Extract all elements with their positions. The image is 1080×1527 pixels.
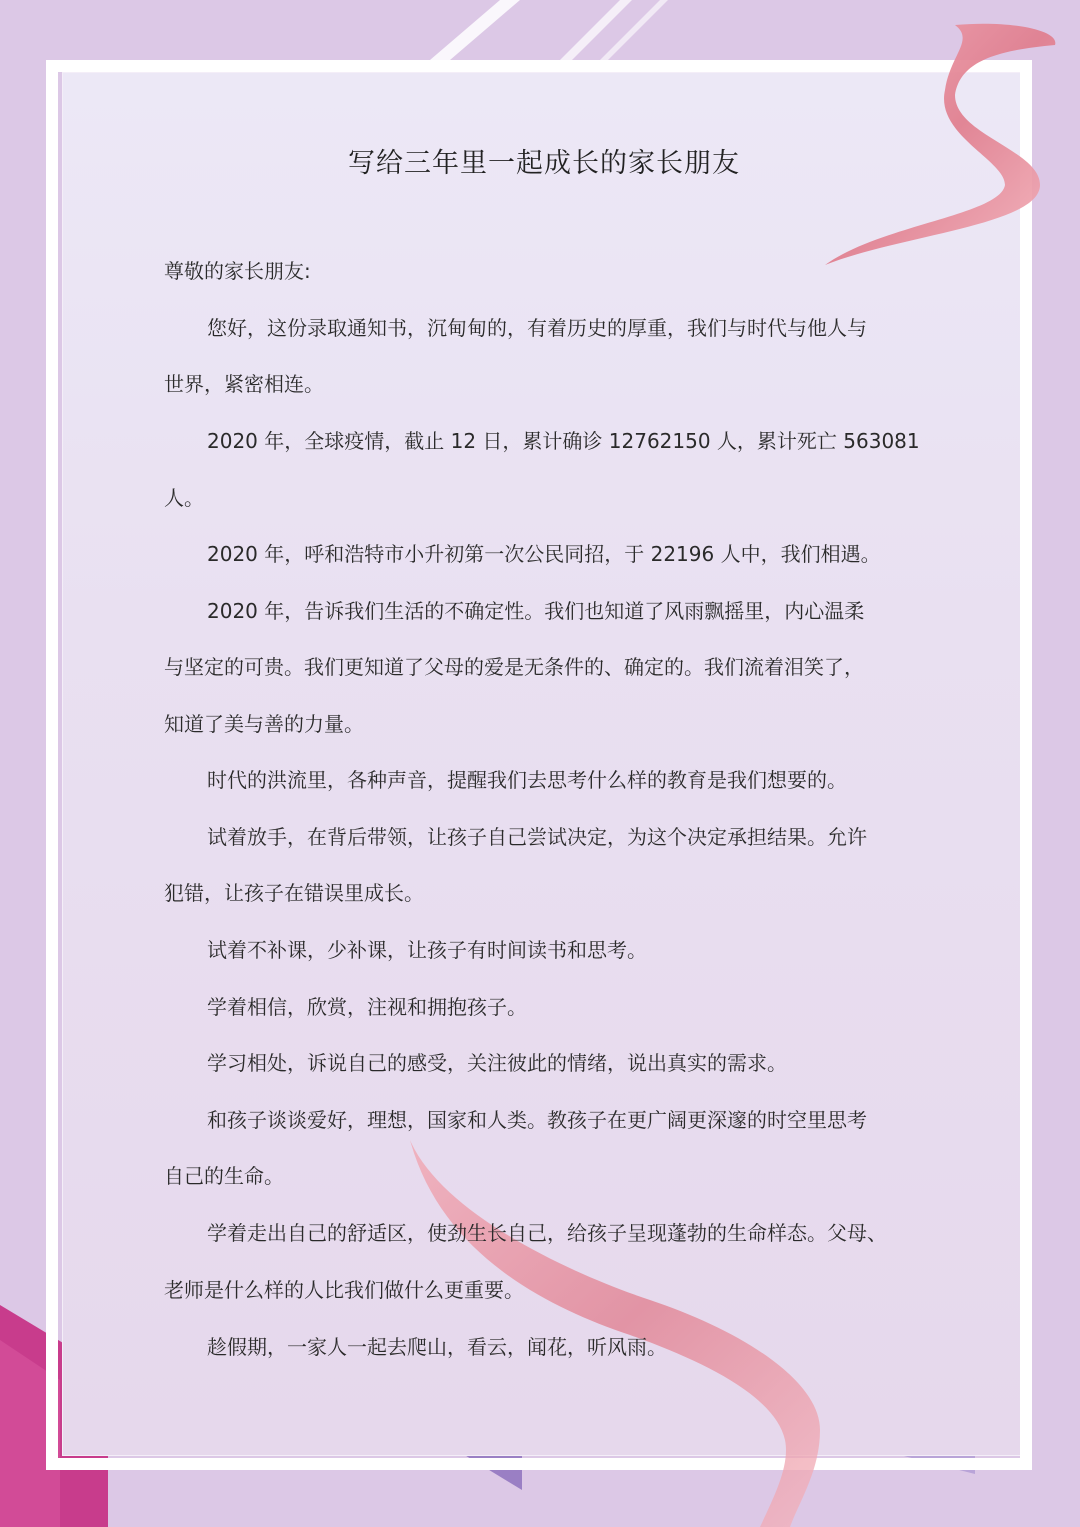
paragraph-line: 老师是什么样的人比我们做什么更重要。 bbox=[164, 1278, 524, 1302]
paragraph-line: 时代的洪流里，各种声音，提醒我们去思考什么样的教育是我们想要的。 bbox=[207, 768, 847, 792]
paragraph-line: 2020 年，呼和浩特市小升初第一次公民同招，于 22196 人中，我们相遇。 bbox=[207, 542, 881, 566]
paragraph-line: 与坚定的可贵。我们更知道了父母的爱是无条件的、确定的。我们流着泪笑了， bbox=[164, 655, 864, 679]
letter-title: 写给三年里一起成长的家长朋友 bbox=[348, 148, 740, 179]
paragraph-line: 人。 bbox=[164, 486, 204, 510]
paragraph-line: 知道了美与善的力量。 bbox=[164, 712, 364, 736]
paragraph-line: 学着相信，欣赏，注视和拥抱孩子。 bbox=[207, 995, 527, 1019]
paragraph-line: 您好，这份录取通知书，沉甸甸的，有着历史的厚重，我们与时代与他人与 bbox=[207, 316, 867, 340]
paragraph-line: 学着走出自己的舒适区，使劲生长自己，给孩子呈现蓬勃的生命样态。父母、 bbox=[207, 1221, 887, 1245]
salutation: 尊敬的家长朋友: bbox=[164, 259, 311, 283]
paragraph-line: 学习相处，诉说自己的感受，关注彼此的情绪，说出真实的需求。 bbox=[207, 1051, 787, 1075]
paragraph-line: 世界，紧密相连。 bbox=[164, 372, 324, 396]
paragraph-line: 试着不补课，少补课，让孩子有时间读书和思考。 bbox=[207, 938, 647, 962]
paragraph-line: 犯错，让孩子在错误里成长。 bbox=[164, 881, 424, 905]
paragraph-line: 试着放手，在背后带领，让孩子自己尝试决定，为这个决定承担结果。允许 bbox=[207, 825, 867, 849]
paragraph-line: 趁假期，一家人一起去爬山，看云，闻花，听风雨。 bbox=[207, 1335, 667, 1359]
paragraph-line: 2020 年，全球疫情，截止 12 日，累计确诊 12762150 人，累计死亡 563081 bbox=[207, 429, 920, 453]
paragraph-line: 2020 年，告诉我们生活的不确定性。我们也知道了风雨飘摇里，内心温柔 bbox=[207, 599, 865, 623]
paragraph-line: 和孩子谈谈爱好，理想，国家和人类。教孩子在更广阔更深邃的时空里思考 bbox=[207, 1108, 867, 1132]
paragraph-line: 自己的生命。 bbox=[164, 1164, 284, 1188]
